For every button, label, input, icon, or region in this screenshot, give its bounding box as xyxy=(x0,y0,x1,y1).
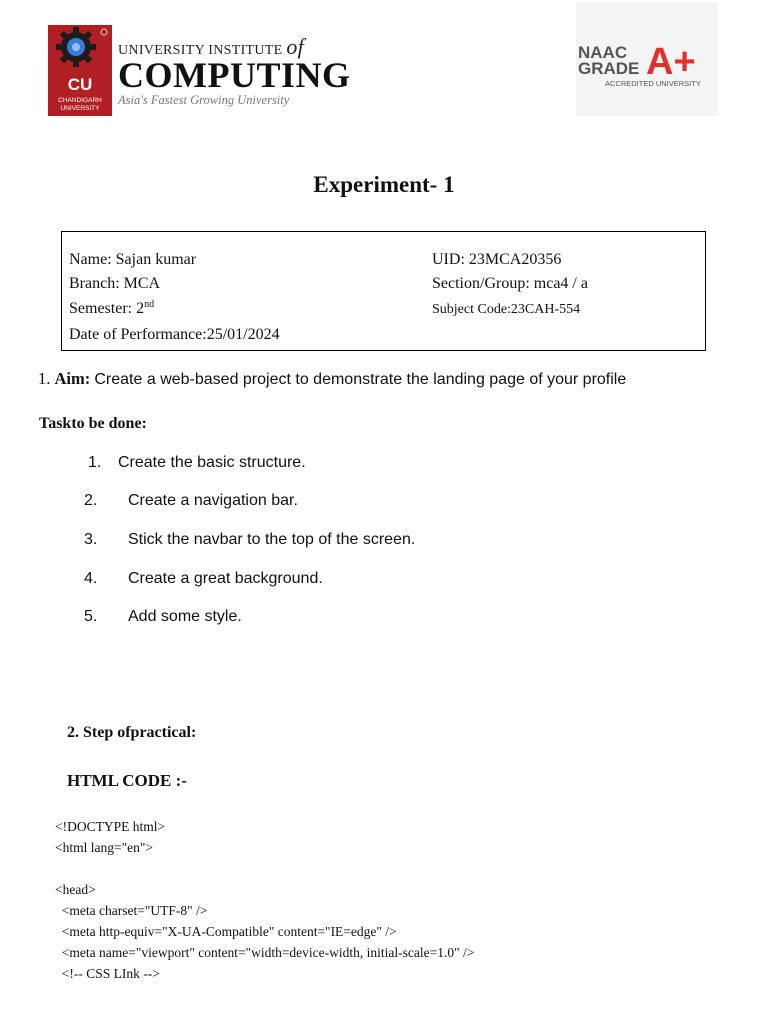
html-code-heading: HTML CODE :- xyxy=(67,771,187,790)
info-semester-sup: nd xyxy=(144,299,155,310)
cu-sub2: UNIVERSITY xyxy=(60,105,100,112)
info-subject-code: Subject Code:23CAH-554 xyxy=(432,302,581,317)
task-number: 3. xyxy=(84,531,98,548)
info-semester-label: Semester: 2 xyxy=(69,300,145,317)
task-text: Create a navigation bar. xyxy=(128,492,298,509)
tasks-heading: Taskto be done: xyxy=(39,415,147,432)
institute-of: of xyxy=(286,34,305,59)
naac-line1: NAAC xyxy=(578,43,628,62)
code-line: <meta name="viewport" content="width=device-width, initial-scale=1.0" /> xyxy=(55,945,475,960)
code-line: <!DOCTYPE html> xyxy=(55,819,166,834)
cu-logo xyxy=(48,25,112,116)
cu-abbrev: CU xyxy=(67,75,93,94)
cu-sub1: CHANDIGARH xyxy=(58,97,102,104)
task-number: 1. xyxy=(88,454,102,471)
code-line: <meta charset="UTF-8" /> xyxy=(55,903,208,918)
code-line: <meta http-equiv="X-UA-Compatible" content="IE=edge" /> xyxy=(55,924,397,939)
info-semester xyxy=(69,300,154,318)
page-title: Experiment- 1 xyxy=(313,172,455,197)
info-branch: Branch: MCA xyxy=(69,275,161,292)
institute-main: COMPUTING xyxy=(118,55,351,95)
task-text: Stick the navbar to the top of the screen. xyxy=(128,531,416,548)
task-number: 2. xyxy=(84,492,98,509)
naac-logo xyxy=(576,2,718,116)
info-uid: UID: 23MCA20356 xyxy=(432,251,562,268)
info-section: Section/Group: mca4 / a xyxy=(432,275,588,292)
naac-line2: GRADE xyxy=(578,59,640,78)
naac-badge-icon xyxy=(576,2,718,116)
institute-tagline: Asia's Fastest Growing University xyxy=(118,93,290,107)
student-info-box xyxy=(61,231,706,351)
code-line: <!-- CSS LInk --> xyxy=(55,966,160,981)
aim-label: Aim: xyxy=(54,369,91,388)
institute-line1: UNIVERSITY INSTITUTE xyxy=(118,43,283,58)
steps-heading: 2. Step ofpractical: xyxy=(67,724,197,741)
naac-line3: ACCREDITED UNIVERSITY xyxy=(605,79,701,88)
aim-number: 1. xyxy=(38,369,51,388)
task-text: Add some style. xyxy=(128,608,242,625)
cu-emblem-icon xyxy=(48,25,112,116)
task-number: 5. xyxy=(84,608,98,625)
naac-grade: A+ xyxy=(646,41,696,83)
aim-text: Create a web-based project to demonstrate the landing page of your profile xyxy=(94,371,627,388)
task-text: Create the basic structure. xyxy=(118,454,306,471)
task-text: Create a great background. xyxy=(128,570,323,587)
code-line: <head> xyxy=(55,882,96,897)
task-number: 4. xyxy=(84,570,98,587)
code-line: <html lang="en"> xyxy=(55,840,153,855)
info-name: Name: Sajan kumar xyxy=(69,251,197,268)
institute-name xyxy=(118,34,351,108)
info-date: Date of Performance:25/01/2024 xyxy=(69,326,280,343)
aim-line xyxy=(38,369,626,389)
